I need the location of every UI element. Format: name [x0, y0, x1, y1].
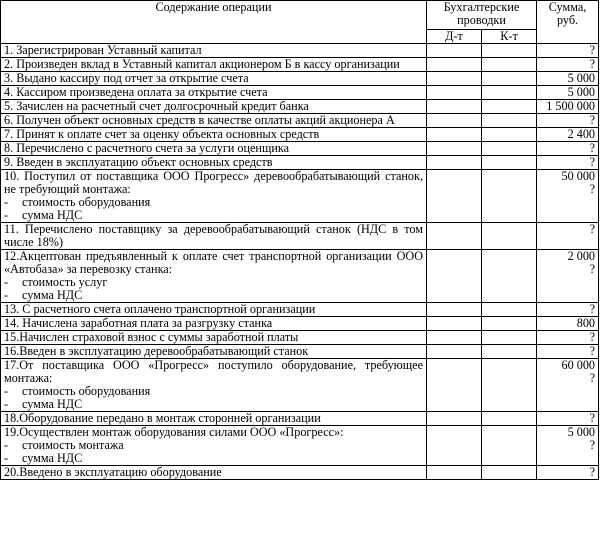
- table-row: [1, 114, 599, 128]
- operation-text: 2. Произведен вклад в Уставный капитал акционером Б в кассу организации: [4, 57, 400, 71]
- operation-cell: [1, 317, 427, 331]
- credit-cell[interactable]: [482, 156, 537, 170]
- sub-item-label: стоимость услуг: [22, 275, 108, 289]
- credit-cell[interactable]: [482, 412, 537, 426]
- table-row: [1, 466, 599, 480]
- sum-value: 60 000: [561, 358, 596, 372]
- debit-cell[interactable]: [427, 142, 482, 156]
- sub-item-label: сумма НДС: [22, 288, 83, 302]
- operation-cell: [1, 170, 427, 223]
- sum-value: ?: [589, 262, 596, 276]
- credit-cell[interactable]: [482, 100, 537, 114]
- sum-value: 5 000: [567, 71, 596, 85]
- operation-cell: [1, 100, 427, 114]
- sub-item: [4, 398, 423, 411]
- table-row: [1, 303, 599, 317]
- debit-cell[interactable]: [427, 317, 482, 331]
- operation-text: 3. Выдано кассиру под отчет за открытие счета: [4, 71, 249, 85]
- operation-cell: [1, 331, 427, 345]
- credit-cell[interactable]: [482, 426, 537, 466]
- sum-cell: [537, 412, 599, 426]
- operation-text: 10. Поступил от поставщика ООО Прогресс» деревообрабатывающий станок, не требующий монтажа:: [4, 169, 423, 196]
- debit-cell[interactable]: [427, 303, 482, 317]
- table-row: [1, 128, 599, 142]
- table-row: [1, 170, 599, 223]
- operation-text: 14. Начислена заработная плата за разгрузку станка: [4, 316, 273, 330]
- operation-cell: [1, 86, 427, 100]
- operation-cell: [1, 466, 427, 480]
- dash-marker: -: [4, 384, 9, 398]
- operation-text: 11. Перечислено поставщику за деревообрабатывающий станок (НДС в том числе 18%): [4, 222, 423, 249]
- operation-cell: [1, 114, 427, 128]
- sub-item-label: сумма НДС: [22, 451, 83, 465]
- debit-cell[interactable]: [427, 331, 482, 345]
- sub-item-label: стоимость монтажа: [22, 438, 124, 452]
- table-row: [1, 223, 599, 250]
- sum-value: ?: [589, 43, 596, 57]
- sum-value: ?: [589, 141, 596, 155]
- header-debit: Д-т: [427, 30, 482, 44]
- operation-text: 1. Зарегистрирован Уставный капитал: [4, 43, 202, 57]
- operation-text: 12.Акцептован предъявленный к оплате счет транспортной организации ООО «Автобаза» за перевозку станка:: [4, 249, 423, 276]
- sum-value: ?: [589, 465, 596, 479]
- sum-value: ?: [589, 344, 596, 358]
- debit-cell[interactable]: [427, 72, 482, 86]
- credit-cell[interactable]: [482, 250, 537, 303]
- table-row: [1, 156, 599, 170]
- debit-cell[interactable]: [427, 170, 482, 223]
- table-row: [1, 250, 599, 303]
- sum-value: ?: [589, 113, 596, 127]
- operation-text: 17.От поставщика ООО «Прогресс» поступило оборудование, требующее монтажа:: [4, 358, 423, 385]
- operation-text: 9. Введен в эксплуатацию объект основных средств: [4, 155, 273, 169]
- credit-cell[interactable]: [482, 359, 537, 412]
- table-row: [1, 142, 599, 156]
- credit-cell[interactable]: [482, 86, 537, 100]
- sum-value: ?: [589, 411, 596, 425]
- table-row: [1, 58, 599, 72]
- operation-cell: [1, 426, 427, 466]
- operation-text: 18.Оборудование передано в монтаж сторонней организации: [4, 411, 321, 425]
- sub-item-label: стоимость оборудования: [22, 195, 151, 209]
- operation-text: 15.Начислен страховой взнос с суммы заработной платы: [4, 330, 299, 344]
- sum-cell: [537, 100, 599, 114]
- credit-cell[interactable]: [482, 44, 537, 58]
- sum-value: 5 000: [567, 425, 596, 439]
- debit-cell[interactable]: [427, 345, 482, 359]
- sum-cell: [537, 250, 599, 303]
- sum-value: ?: [589, 182, 596, 196]
- table-row: [1, 359, 599, 412]
- dash-marker: -: [4, 195, 9, 209]
- table-row: [1, 44, 599, 58]
- operation-text: 20.Введено в эксплуатацию оборудование: [4, 465, 222, 479]
- operations-body: [1, 44, 599, 480]
- sum-value: 800: [576, 316, 596, 330]
- header-sum: Сумма, руб.: [537, 1, 599, 44]
- sub-item: [4, 452, 423, 465]
- sum-cell: [537, 142, 599, 156]
- sub-item-label: сумма НДС: [22, 397, 83, 411]
- operation-cell: [1, 345, 427, 359]
- operation-text: 5. Зачислен на расчетный счет долгосрочный кредит банка: [4, 99, 309, 113]
- debit-cell[interactable]: [427, 128, 482, 142]
- sum-cell: [537, 114, 599, 128]
- operation-cell: [1, 156, 427, 170]
- debit-cell[interactable]: [427, 359, 482, 412]
- sum-value: ?: [589, 330, 596, 344]
- table-row: [1, 426, 599, 466]
- debit-cell[interactable]: [427, 86, 482, 100]
- debit-cell[interactable]: [427, 426, 482, 466]
- sum-cell: [537, 426, 599, 466]
- table-row: [1, 317, 599, 331]
- operation-text: 16.Введен в эксплуатацию деревообрабатывающий станок: [4, 344, 309, 358]
- sum-cell: [537, 359, 599, 412]
- operation-text: 8. Перечислено с расчетного счета за услуги оценщика: [4, 141, 290, 155]
- sub-item: [4, 209, 423, 222]
- sub-item: [4, 289, 423, 302]
- dash-marker: -: [4, 208, 9, 222]
- credit-cell[interactable]: [482, 303, 537, 317]
- table-row: [1, 72, 599, 86]
- credit-cell[interactable]: [482, 114, 537, 128]
- operation-text: 13. С расчетного счета оплачено транспортной организации: [4, 302, 316, 316]
- debit-cell[interactable]: [427, 412, 482, 426]
- sum-value: 5 000: [567, 85, 596, 99]
- credit-cell[interactable]: [482, 142, 537, 156]
- sum-value: 2 400: [567, 127, 596, 141]
- sub-item-label: стоимость оборудования: [22, 384, 151, 398]
- credit-cell[interactable]: [482, 58, 537, 72]
- operation-cell: [1, 250, 427, 303]
- debit-cell[interactable]: [427, 44, 482, 58]
- table-row: [1, 412, 599, 426]
- sum-cell: [537, 128, 599, 142]
- operation-text: 19.Осуществлен монтаж оборудования силами ООО «Прогресс»:: [4, 425, 344, 439]
- sum-value: ?: [589, 438, 596, 452]
- table-row: [1, 100, 599, 114]
- sub-item-label: сумма НДС: [22, 208, 83, 222]
- operation-cell: [1, 142, 427, 156]
- header-operation: Содержание операции: [1, 1, 427, 44]
- sum-cell: [537, 303, 599, 317]
- sum-value: ?: [589, 57, 596, 71]
- credit-cell[interactable]: [482, 223, 537, 250]
- credit-cell[interactable]: [482, 128, 537, 142]
- sum-value: ?: [589, 155, 596, 169]
- table-row: [1, 331, 599, 345]
- credit-cell[interactable]: [482, 72, 537, 86]
- credit-cell[interactable]: [482, 331, 537, 345]
- operation-cell: [1, 303, 427, 317]
- operation-cell: [1, 223, 427, 250]
- debit-cell[interactable]: [427, 223, 482, 250]
- header-postings: Бухгалтерские проводки: [427, 1, 537, 30]
- dash-marker: -: [4, 275, 9, 289]
- sum-value: ?: [589, 302, 596, 316]
- operation-text: 7. Принят к оплате счет за оценку объекта основных средств: [4, 127, 320, 141]
- operation-cell: [1, 412, 427, 426]
- operation-text: 4. Кассиром произведена оплата за открытие счета: [4, 85, 268, 99]
- sum-cell: [537, 345, 599, 359]
- credit-cell[interactable]: [482, 170, 537, 223]
- operation-cell: [1, 72, 427, 86]
- header-credit: К-т: [482, 30, 537, 44]
- table-row: [1, 86, 599, 100]
- sum-cell: [537, 170, 599, 223]
- sum-cell: [537, 317, 599, 331]
- operation-cell: [1, 58, 427, 72]
- debit-cell[interactable]: [427, 466, 482, 480]
- sum-value: ?: [589, 222, 596, 236]
- credit-cell[interactable]: [482, 466, 537, 480]
- debit-cell[interactable]: [427, 100, 482, 114]
- credit-cell[interactable]: [482, 345, 537, 359]
- operation-cell: [1, 128, 427, 142]
- sum-cell: [537, 223, 599, 250]
- sum-cell: [537, 86, 599, 100]
- debit-cell[interactable]: [427, 156, 482, 170]
- sum-cell: [537, 331, 599, 345]
- sum-cell: [537, 72, 599, 86]
- sum-value: ?: [589, 371, 596, 385]
- sum-cell: [537, 44, 599, 58]
- dash-marker: -: [4, 288, 9, 302]
- dash-marker: -: [4, 397, 9, 411]
- sum-value: 2 000: [567, 249, 596, 263]
- credit-cell[interactable]: [482, 317, 537, 331]
- debit-cell[interactable]: [427, 114, 482, 128]
- sum-value: 1 500 000: [546, 99, 596, 113]
- sum-cell: [537, 58, 599, 72]
- sum-value: 50 000: [561, 169, 596, 183]
- operation-cell: [1, 44, 427, 58]
- operation-cell: [1, 359, 427, 412]
- dash-marker: -: [4, 438, 9, 452]
- operation-text: 6. Получен объект основных средств в качестве оплаты акций акционера А: [4, 113, 395, 127]
- dash-marker: -: [4, 451, 9, 465]
- debit-cell[interactable]: [427, 58, 482, 72]
- table-row: [1, 345, 599, 359]
- debit-cell[interactable]: [427, 250, 482, 303]
- sum-cell: [537, 156, 599, 170]
- sum-cell: [537, 466, 599, 480]
